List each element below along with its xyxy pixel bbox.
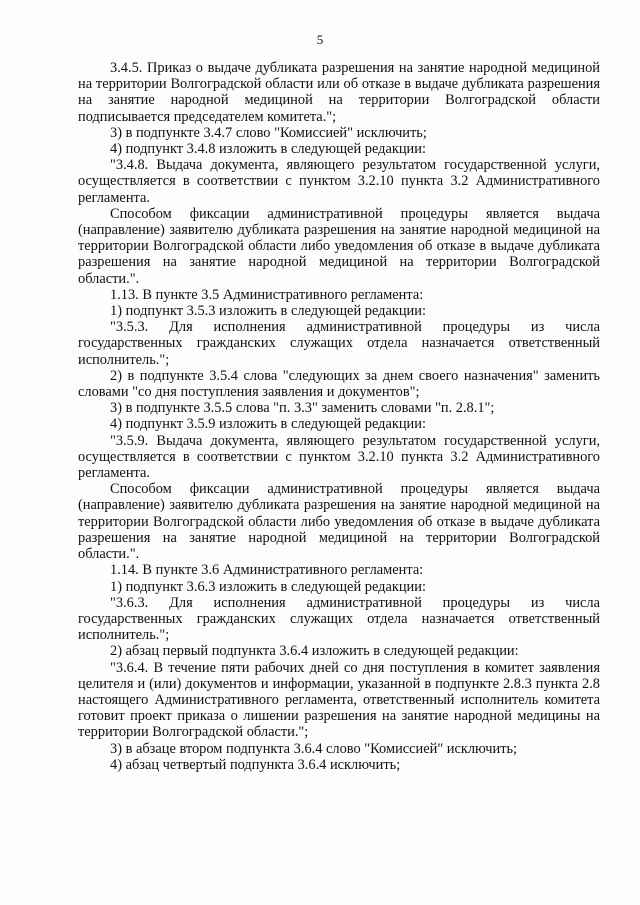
paragraph-item-1b: 1) подпункт 3.6.3 изложить в следующей редакции: bbox=[110, 578, 426, 595]
paragraph-item-3c: 3) в абзаце втором подпункта 3.6.4 слово "Комиссией" исключить; bbox=[110, 740, 518, 757]
paragraph-fixation-2: Способом фиксации административной процедуры является выдача (направление) заявителю дубликата разрешения на занятие народной медициной на территории Волгоградской области либо уведомления об отказе в выдаче дубликата разрешения на занятие народной медициной на территории Волгоградской области.". bbox=[78, 481, 600, 563]
paragraph-3-4-5: 3.4.5. Приказ о выдаче дубликата разрешения на занятие народной медициной на территории Волгоградской области или об отказе в выдаче дубликата разрешения на занятие народной медициной на территории Волгоградской области подписывается председателем комитета."; bbox=[78, 60, 600, 125]
paragraph-3-5-3: "3.5.3. Для исполнения административной процедуры из числа государственных гражданских служащих отдела назначается ответственный исполнитель."; bbox=[78, 319, 600, 368]
page-number: 5 bbox=[316, 32, 324, 47]
paragraph-item-4c: 4) абзац четвертый подпункта 3.6.4 исключить; bbox=[110, 756, 401, 773]
paragraph-item-1: 1) подпункт 3.5.3 изложить в следующей редакции: bbox=[110, 303, 426, 320]
paragraph-item-3b: 3) в подпункте 3.5.5 слова "п. 3.3" заменить словами "п. 2.8.1"; bbox=[110, 400, 495, 417]
paragraph-item-2: 2) в подпункте 3.5.4 слова "следующих за днем своего назначения" заменить словами "со дня поступления заявления и документов"; bbox=[78, 367, 600, 401]
paragraph-1-14: 1.14. В пункте 3.6 Административного регламента: bbox=[110, 562, 424, 579]
paragraph-item-2b: 2) абзац первый подпункта 3.6.4 изложить в следующей редакции: bbox=[110, 643, 519, 660]
paragraph-1-13: 1.13. В пункте 3.5 Административного регламента: bbox=[110, 286, 424, 303]
paragraph-fixation-1: Способом фиксации административной процедуры является выдача (направление) заявителю дубликата разрешения на занятие народной медициной на территории Волгоградской области либо уведомления об отказе в выдаче дубликата разрешения на занятие народной медициной на территории Волгоградской области.". bbox=[78, 205, 600, 287]
paragraph-item-4b: 4) подпункт 3.5.9 изложить в следующей редакции: bbox=[110, 416, 426, 433]
paragraph-3-4-8: "3.4.8. Выдача документа, являющего результатом государственной услуги, осуществляется в соответствии с пунктом 3.2.10 пункта 3.2 Административного регламента. bbox=[78, 157, 600, 206]
paragraph-3-6-3: "3.6.3. Для исполнения административной процедуры из числа государственных гражданских служащих отдела назначается ответственный исполнитель."; bbox=[78, 594, 600, 644]
paragraph-item-3: 3) в подпункте 3.4.7 слово "Комиссией" исключить; bbox=[110, 124, 427, 141]
document-body bbox=[78, 60, 600, 773]
paragraph-3-6-4: "3.6.4. В течение пяти рабочих дней со дня поступления в комитет заявления целителя и (или) документов и информации, указанной в подпункте 2.8.3 пункта 2.8 настоящего Административного регламента, ответственный исполнитель комитета готовит проект приказа о лишении разрешения на занятие народной медицины на территории Волгоградской области."; bbox=[78, 659, 600, 741]
paragraph-3-5-9: "3.5.9. Выдача документа, являющего результатом государственной услуги, осуществляется в соответствии с пунктом 3.2.10 пункта 3.2 Административного регламента. bbox=[78, 432, 600, 482]
paragraph-item-4: 4) подпункт 3.4.8 изложить в следующей редакции: bbox=[110, 141, 426, 158]
